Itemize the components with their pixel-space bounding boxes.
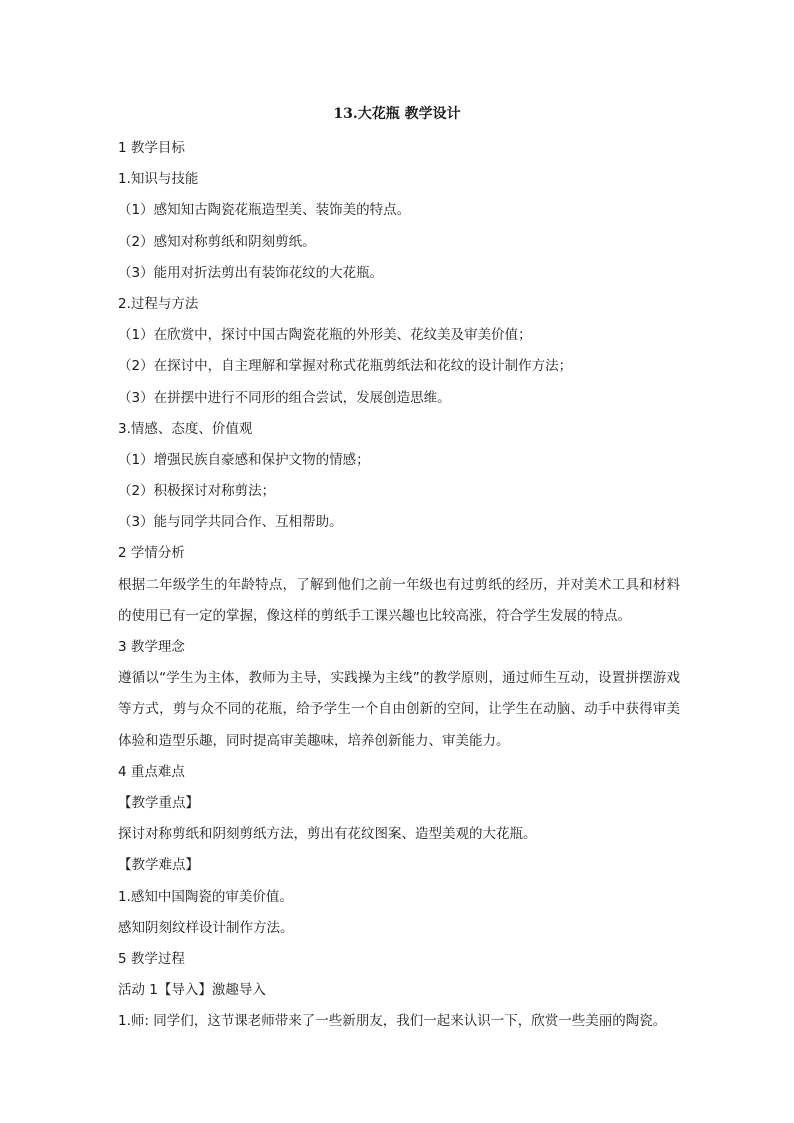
difficulties-label: 【教学难点】 [118,857,199,874]
subheading-emotion: 3.情感、态度、价值观 [118,420,253,437]
section-heading-concept: 3 教学理念 [118,639,185,656]
list-item: （2）感知对称剪纸和阴刻剪纸。 [118,233,316,250]
section-heading-analysis: 2 学情分析 [118,545,185,562]
list-item: （2）在探讨中，自主理解和掌握对称式花瓶剪纸法和花纹的设计制作方法； [118,358,573,375]
key-points-text: 探讨对称剪纸和阴刻剪纸方法，剪出有花纹图案、造型美观的大花瓶。 [118,826,537,843]
list-item: （3）能与同学共同合作、互相帮助。 [118,514,343,531]
activity-text: 1.师: 同学们，这节课老师带来了一些新朋友，我们一起来认识一下，欣赏一些美丽的陶瓷。 [118,1013,667,1030]
list-item: （2）积极探讨对称剪法； [118,483,276,500]
subheading-knowledge: 1.知识与技能 [118,171,199,188]
activity-label: 活动 1【导入】激趣导入 [118,982,266,999]
section-heading-process-main: 5 教学过程 [118,950,185,967]
concept-paragraph: 遵循以“学生为主体，教师为主导，实践操为主线”的教学原则，通过师生互动，设置拼摆游戏等方式，剪与众不同的花瓶，给予学生一个自由创新的空间，让学生在动脑、动手中获得审美体验和造型乐趣，同时提高审美趣味，培养创新能力、审美能力。 [118,670,680,749]
list-item: （1）感知知古陶瓷花瓶造型美、装饰美的特点。 [118,202,411,219]
list-item: （3）在拼摆中进行不同形的组合尝试，发展创造思维。 [118,389,451,406]
analysis-paragraph: 根据二年级学生的年龄特点，了解到他们之前一年级也有过剪纸的经历，并对美术工具和材料的使用已有一定的掌握，像这样的剪纸手工课兴趣也比较高涨，符合学生发展的特点。 [118,576,680,624]
list-item: （1）在欣赏中，探讨中国古陶瓷花瓶的外形美、花纹美及审美价值； [118,327,532,344]
list-item: 感知阴刻纹样设计制作方法。 [118,919,294,936]
document-body [118,133,680,1038]
subheading-process: 2.过程与方法 [118,295,199,312]
section-heading-goals: 1 教学目标 [118,140,185,156]
list-item: 1.感知中国陶瓷的审美价值。 [118,888,293,905]
section-heading-key: 4 重点难点 [118,763,185,780]
key-points-label: 【教学重点】 [118,795,199,812]
list-item: （3）能用对折法剪出有装饰花纹的大花瓶。 [118,264,384,281]
document-title: 13.大花瓶 教学设计 [333,106,461,122]
list-item: （1）增强民族自豪感和保护文物的情感； [118,451,370,468]
